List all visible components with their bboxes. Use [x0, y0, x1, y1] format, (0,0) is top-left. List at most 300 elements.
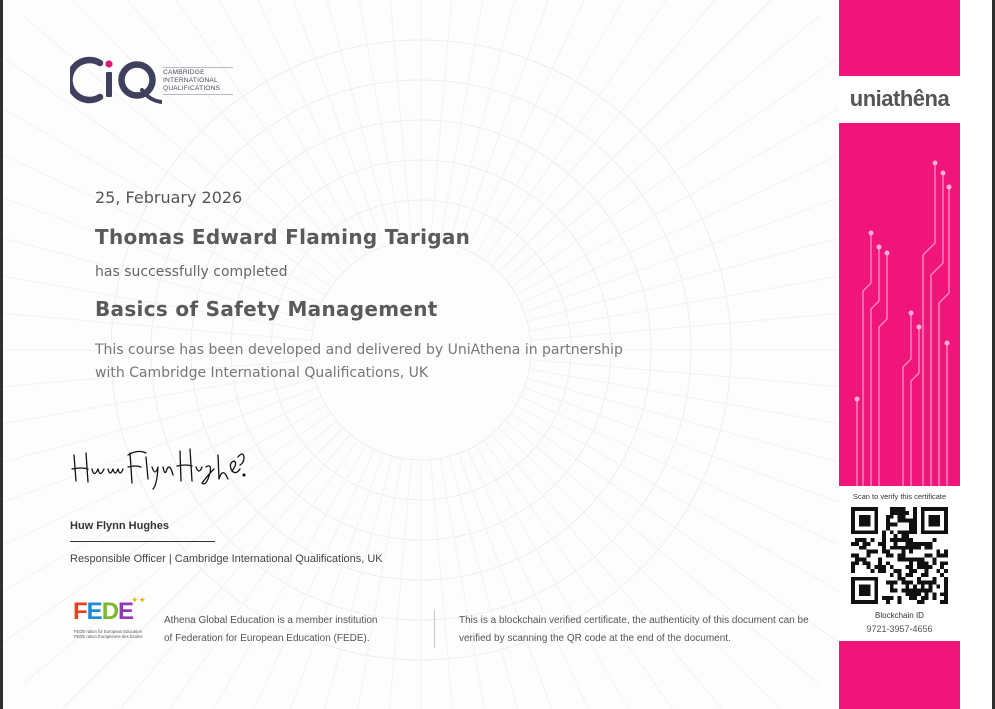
qr-module	[929, 542, 933, 546]
qr-module	[901, 557, 905, 561]
qr-module	[894, 507, 898, 511]
qr-module	[936, 523, 940, 527]
qr-module	[882, 569, 886, 573]
qr-module	[944, 554, 948, 558]
qr-module	[863, 530, 867, 534]
qr-module	[925, 561, 929, 565]
qr-module	[898, 530, 902, 534]
qr-module	[874, 577, 878, 581]
qr-module	[894, 542, 898, 546]
qr-module	[890, 554, 894, 558]
qr-module	[863, 523, 867, 527]
qr-module	[859, 507, 863, 511]
qr-module	[944, 511, 948, 515]
qr-module	[898, 519, 902, 523]
qr-module	[913, 588, 917, 592]
qr-module	[913, 596, 917, 600]
background-ray	[516, 90, 839, 295]
qr-module	[901, 530, 905, 534]
background-ray	[467, 450, 640, 709]
background-ray	[492, 0, 756, 266]
blockchain-id-value: 9721-3957-4656	[866, 624, 933, 634]
qr-module	[909, 561, 913, 565]
qr-module	[886, 519, 890, 523]
qr-module	[936, 569, 940, 573]
qr-module	[870, 569, 874, 573]
qr-module	[913, 507, 917, 511]
qr-module	[874, 507, 878, 511]
uniathena-logo: uniathêna	[849, 86, 950, 111]
qr-module	[921, 557, 925, 561]
qr-module	[870, 577, 874, 581]
fede-letter-e: E	[86, 598, 102, 625]
qr-module	[851, 600, 855, 604]
background-ray	[527, 378, 839, 484]
qr-module	[932, 507, 936, 511]
background-ray	[527, 215, 839, 321]
qr-module	[932, 519, 936, 523]
qr-module	[882, 550, 886, 554]
qr-module	[890, 530, 894, 534]
qr-module	[890, 507, 894, 511]
qr-module	[863, 507, 867, 511]
background-ray	[499, 428, 789, 709]
qr-module	[921, 585, 925, 589]
qr-module	[863, 546, 867, 550]
qr-module	[894, 588, 898, 592]
qr-module	[929, 585, 933, 589]
qr-module	[913, 530, 917, 534]
qr-module	[913, 519, 917, 523]
qr-module	[863, 588, 867, 592]
qr-module	[905, 530, 909, 534]
qr-module	[913, 542, 917, 546]
qr-module	[874, 581, 878, 585]
qr-module	[874, 511, 878, 515]
qr-module	[905, 534, 909, 538]
qr-module	[901, 550, 905, 554]
qr-module	[901, 519, 905, 523]
qr-module	[859, 546, 863, 550]
fede-letter-d: D	[101, 598, 119, 625]
qr-module	[909, 526, 913, 530]
membership-line-2: of Federation for European Education (FEDE).	[164, 633, 370, 644]
qr-module	[851, 565, 855, 569]
qr-module	[909, 519, 913, 523]
qr-module	[882, 530, 886, 534]
qr-module	[851, 577, 855, 581]
qr-module	[867, 592, 871, 596]
qr-module	[913, 526, 917, 530]
qr-module	[867, 561, 871, 565]
qr-module	[909, 573, 913, 577]
qr-module	[913, 515, 917, 519]
qr-module	[894, 581, 898, 585]
qr-module	[901, 507, 905, 511]
qr-module	[944, 515, 948, 519]
qr-module	[851, 511, 855, 515]
qr-module	[944, 585, 948, 589]
qr-module	[882, 538, 886, 542]
qr-module	[851, 569, 855, 573]
footer-divider	[434, 610, 435, 648]
ciq-wordmark-line-1: CAMBRIDGE	[163, 69, 205, 76]
signatory-role: Responsible Officer | Cambridge International Qualifications, UK	[70, 553, 383, 565]
qr-module	[921, 511, 925, 515]
qr-module	[855, 557, 859, 561]
qr-module	[878, 557, 882, 561]
pink-band-bottom	[839, 641, 960, 709]
qr-module	[936, 515, 940, 519]
qr-module	[925, 554, 929, 558]
qr-module	[944, 530, 948, 534]
qr-module	[909, 588, 913, 592]
qr-module	[925, 546, 929, 550]
background-ray	[499, 0, 789, 272]
qr-module	[921, 526, 925, 530]
ciq-wordmark-line-3: QUALIFICATIONS	[163, 85, 221, 92]
qr-module	[901, 511, 905, 515]
fede-logo	[73, 598, 148, 646]
qr-module	[867, 523, 871, 527]
fede-subtitle-line-2: FEDE ration Européenne des Écoles	[74, 634, 143, 639]
qr-module	[936, 554, 940, 558]
recipient-name: Thomas Edward Flaming Tarigan	[95, 225, 471, 249]
qr-module	[901, 577, 905, 581]
background-ray	[286, 456, 392, 709]
qr-module	[859, 519, 863, 523]
qr-module	[874, 550, 878, 554]
qr-module	[913, 557, 917, 561]
qr-scan-instruction: Scan to verify this certificate	[852, 492, 947, 501]
qr-module	[929, 546, 933, 550]
qr-module	[917, 581, 921, 585]
qr-module	[859, 538, 863, 542]
qr-module	[921, 600, 925, 604]
qr-module	[929, 507, 933, 511]
qr-module	[851, 561, 855, 565]
qr-module	[855, 577, 859, 581]
qr-module	[940, 561, 944, 565]
qr-module	[917, 546, 921, 550]
qr-module	[940, 573, 944, 577]
qr-module	[851, 526, 855, 530]
qr-module	[882, 565, 886, 569]
qr-module	[863, 515, 867, 519]
qr-module	[894, 511, 898, 515]
qr-module	[894, 546, 898, 550]
qr-module	[898, 577, 902, 581]
background-ray	[440, 0, 511, 242]
background-ray	[3, 405, 326, 610]
course-title: Basics of Safety Management	[95, 297, 438, 321]
qr-module	[936, 519, 940, 523]
qr-module	[925, 573, 929, 577]
qr-module	[925, 542, 929, 546]
qr-module	[913, 592, 917, 596]
blockchain-line-1: This is a blockchain verified certificate, the authenticity of this document can be	[459, 615, 809, 626]
qr-module	[863, 585, 867, 589]
qr-module	[851, 530, 855, 534]
qr-module	[859, 588, 863, 592]
circuit-pattern	[839, 123, 960, 486]
qr-module	[867, 530, 871, 534]
qr-module	[867, 515, 871, 519]
background-ray	[459, 0, 599, 247]
qr-module	[855, 561, 859, 565]
qr-module	[944, 581, 948, 585]
qr-module	[929, 523, 933, 527]
qr-module	[944, 596, 948, 600]
qr-module	[898, 515, 902, 519]
qr-module	[870, 530, 874, 534]
qr-module	[909, 596, 913, 600]
qr-module	[867, 554, 871, 558]
background-ray	[484, 440, 719, 709]
qr-module	[898, 557, 902, 561]
qr-module	[936, 585, 940, 589]
background-ray	[331, 458, 402, 709]
qr-module	[940, 530, 944, 534]
qr-module	[898, 596, 902, 600]
qr-module	[929, 515, 933, 519]
blockchain-id-label: Blockchain ID	[875, 611, 924, 620]
qr-module	[874, 592, 878, 596]
qr-module	[863, 592, 867, 596]
qr-module	[932, 596, 936, 600]
qr-module	[925, 596, 929, 600]
qr-module	[851, 507, 855, 511]
qr-module	[929, 530, 933, 534]
qr-module	[909, 569, 913, 573]
qr-module	[901, 546, 905, 550]
qr-module	[874, 519, 878, 523]
qr-module	[890, 546, 894, 550]
qr-module	[851, 581, 855, 585]
qr-module	[925, 569, 929, 573]
brand-side-panel	[839, 0, 992, 709]
qr-module	[909, 592, 913, 596]
qr-module	[886, 550, 890, 554]
background-ray	[440, 458, 511, 709]
qr-module	[867, 600, 871, 604]
qr-module	[905, 581, 909, 585]
qr-module	[859, 530, 863, 534]
qr-module	[874, 515, 878, 519]
background-ray	[521, 396, 839, 569]
qr-module	[913, 511, 917, 515]
qr-module	[901, 554, 905, 558]
qr-module	[863, 600, 867, 604]
qr-module	[851, 588, 855, 592]
qr-module	[890, 585, 894, 589]
qr-module	[898, 569, 902, 573]
qr-module	[925, 507, 929, 511]
qr-module	[894, 538, 898, 542]
qr-module	[890, 588, 894, 592]
fede-letter-f: F	[73, 598, 87, 625]
qr-module	[905, 519, 909, 523]
qr-module	[886, 526, 890, 530]
qr-module	[890, 573, 894, 577]
qr-module	[851, 515, 855, 519]
qr-module	[859, 577, 863, 581]
qr-module	[917, 592, 921, 596]
qr-module	[878, 542, 882, 546]
qr-module	[859, 557, 863, 561]
qr-module	[886, 600, 890, 604]
qr-module	[909, 550, 913, 554]
qr-module	[894, 569, 898, 573]
qr-module	[901, 538, 905, 542]
qr-module	[925, 565, 929, 569]
qr-module	[944, 523, 948, 527]
background-ray	[516, 405, 839, 610]
background-ray	[161, 0, 366, 255]
qr-module	[921, 542, 925, 546]
qr-module	[921, 588, 925, 592]
qr-module	[932, 561, 936, 565]
qr-module	[929, 588, 933, 592]
qr-module	[932, 592, 936, 596]
qr-module	[921, 530, 925, 534]
qr-module	[859, 585, 863, 589]
qr-module	[921, 565, 925, 569]
handwritten-signature	[68, 437, 248, 492]
qr-module	[855, 554, 859, 558]
background-ray	[529, 260, 839, 331]
qr-module	[851, 585, 855, 589]
qr-module	[944, 550, 948, 554]
qr-module	[855, 538, 859, 542]
certificate-body	[3, 0, 839, 709]
qr-module	[851, 554, 855, 558]
qr-module	[929, 554, 933, 558]
qr-module	[925, 588, 929, 592]
qr-module	[886, 561, 890, 565]
qr-module	[867, 585, 871, 589]
qr-module	[870, 507, 874, 511]
qr-module	[882, 542, 886, 546]
qr-module	[886, 596, 890, 600]
qr-module	[921, 573, 925, 577]
qr-module	[929, 519, 933, 523]
qr-module	[944, 592, 948, 596]
qr-module	[913, 569, 917, 573]
qr-module	[921, 581, 925, 585]
membership-line-1: Athena Global Education is a member institution	[164, 615, 378, 626]
qr-module	[921, 515, 925, 519]
qr-module	[863, 577, 867, 581]
qr-module	[867, 565, 871, 569]
qr-module	[932, 557, 936, 561]
qr-module	[905, 585, 909, 589]
qr-module	[936, 530, 940, 534]
qr-module	[886, 581, 890, 585]
qr-module	[851, 519, 855, 523]
qr-module	[874, 526, 878, 530]
qr-module	[894, 534, 898, 538]
qr-module	[936, 507, 940, 511]
signatory-name: Huw Flynn Hughes	[70, 520, 169, 532]
issue-date: 25, February 2026	[95, 188, 243, 207]
qr-module	[940, 565, 944, 569]
qr-module	[944, 561, 948, 565]
qr-module	[851, 592, 855, 596]
qr-module	[921, 561, 925, 565]
qr-module	[944, 588, 948, 592]
signature-underline	[70, 541, 215, 542]
course-description-line-2: with Cambridge International Qualifications, UK	[95, 365, 429, 381]
qr-module	[855, 507, 859, 511]
blockchain-statement	[459, 612, 829, 648]
qr-module	[940, 507, 944, 511]
qr-module	[929, 565, 933, 569]
qr-module	[890, 538, 894, 542]
qr-module	[944, 577, 948, 581]
qr-module	[925, 530, 929, 534]
qr-module	[944, 600, 948, 604]
course-description	[95, 339, 655, 385]
qr-module	[921, 507, 925, 511]
qr-module	[909, 557, 913, 561]
star-icon: ✦✦	[131, 596, 147, 606]
qr-module	[917, 557, 921, 561]
qr-module	[917, 561, 921, 565]
qr-module	[886, 554, 890, 558]
qr-module	[901, 581, 905, 585]
fede-letter-e2: E	[118, 598, 134, 625]
ciq-wordmark-line-2: INTERNATIONAL	[163, 77, 218, 84]
qr-module	[901, 515, 905, 519]
qr-module	[859, 600, 863, 604]
qr-module	[944, 526, 948, 530]
qr-module	[851, 542, 855, 546]
qr-module	[898, 507, 902, 511]
qr-module	[932, 515, 936, 519]
qr-module	[901, 534, 905, 538]
qr-module	[905, 588, 909, 592]
fede-subtitle-line-1: FEDE ration for European Education	[74, 629, 142, 634]
qr-module	[863, 561, 867, 565]
qr-module	[890, 565, 894, 569]
qr-module	[882, 534, 886, 538]
background-ray	[521, 130, 839, 303]
qr-module	[917, 565, 921, 569]
qr-module	[855, 530, 859, 534]
qr-module	[936, 550, 940, 554]
qr-module	[855, 542, 859, 546]
background-ray	[201, 0, 374, 250]
qr-module	[905, 565, 909, 569]
qr-module	[898, 554, 902, 558]
qr-module	[905, 538, 909, 542]
qr-module	[898, 538, 902, 542]
qr-module	[851, 523, 855, 527]
qr-module	[867, 542, 871, 546]
qr-module	[932, 530, 936, 534]
qr-module	[870, 550, 874, 554]
qr-module	[905, 546, 909, 550]
qr-module	[874, 588, 878, 592]
qr-module	[944, 507, 948, 511]
qr-module	[944, 519, 948, 523]
qr-module	[874, 523, 878, 527]
qr-module	[870, 538, 874, 542]
qr-module	[901, 588, 905, 592]
qr-code[interactable]	[851, 507, 948, 604]
qr-module	[925, 592, 929, 596]
